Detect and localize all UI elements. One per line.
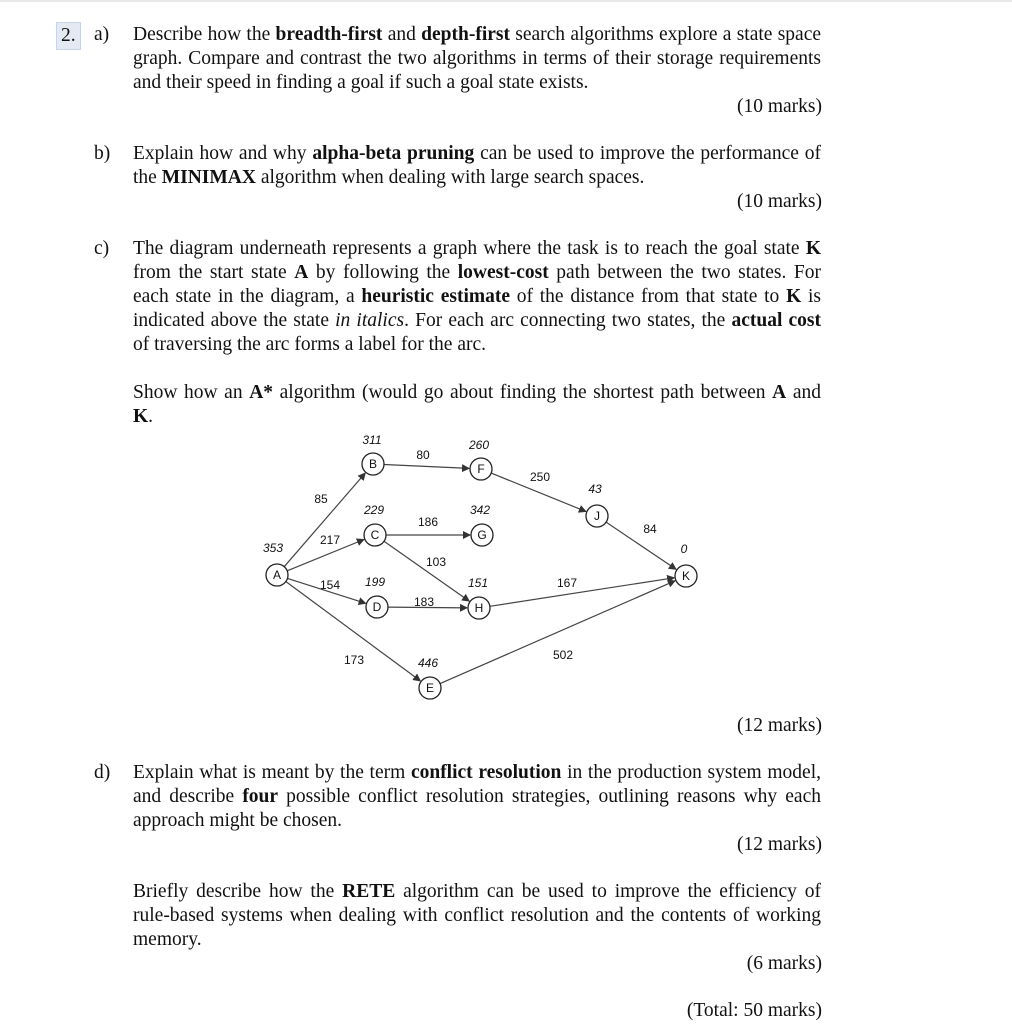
heuristic-B: 311 [362,433,382,447]
edge-cost-A-C: 217 [319,533,341,547]
edge-cost-H-K: 167 [556,576,578,590]
node-label-B: B [368,457,378,471]
part-c-text: The diagram underneath represents a graph where the task is to reach the goal state K from the start state A by following the lowest-cost path between the two states. For each state in the diagram, a heuristic estimate of the distance from that state to K is indicated above the state in italics. For each arc connecting two states, the actual cost of traversing the arc forms a label for the arc. [133,238,821,355]
part-a-text: Describe how the breadth-first and depth-first search algorithms explore a state space graph. Compare and contrast the two algorithms in terms of their storage requirements and their speed in finding a goal if such a goal state exists. [133,24,822,93]
heuristic-A: 353 [262,541,284,555]
edge-cost-A-B: 85 [314,492,328,506]
node-label-J: J [594,509,600,523]
node-label-F: F [477,462,485,476]
edge-cost-E-K: 502 [552,648,574,662]
node-label-A: A [272,568,282,582]
node-label-C: C [370,528,380,542]
edge-cost-B-F: 80 [416,448,430,462]
part-b-marks: (10 marks) [736,191,822,212]
node-label-H: H [474,601,484,615]
edge-cost-D-H: 183 [413,595,435,609]
edge-cost-A-E: 173 [343,653,365,667]
heuristic-J: 43 [588,482,602,496]
heuristic-C: 229 [363,503,385,517]
edge-C-H [384,541,469,601]
part-d-label: d) [94,762,111,783]
part-c-label: c) [94,238,110,259]
node-label-G: G [477,528,487,542]
edge-cost-J-K: 84 [643,522,657,536]
part-d-marks: (12 marks) [736,834,822,855]
part-c-question: Show how an A* algorithm (would go about finding the shortest path between A and K. [133,382,821,427]
rete-marks: (6 marks) [746,953,822,974]
edge-H-K [490,578,674,607]
part-b-text: Explain how and why alpha-beta pruning can be used to improve the performance of the MINIMAX algorithm when dealing with large search spaces. [133,143,821,188]
node-label-K: K [681,569,691,583]
edge-cost-C-H: 103 [425,555,447,569]
heuristic-G: 342 [469,503,491,517]
part-b-label: b) [94,143,111,164]
edge-cost-F-J: 250 [529,470,551,484]
edge-cost-C-G: 186 [417,515,439,529]
node-label-E: E [425,681,435,695]
edge-J-K [606,522,676,569]
part-c-marks: (12 marks) [736,715,822,736]
total-marks: (Total: 50 marks) [686,1000,822,1021]
heuristic-F: 260 [468,438,490,452]
rete-question-text: Briefly describe how the RETE algorithm can be used to improve the efficiency of rule-based systems when dealing with conflict resolution and the contents of working memory. [133,881,821,950]
part-d-text: Explain what is meant by the term conflict resolution in the production system model, and describe four possible conflict resolution strategies, outlining reasons why each approach might be chosen. [133,762,821,831]
part-a-label: a) [94,24,110,45]
edge-cost-A-D: 154 [319,578,341,592]
heuristic-D: 199 [364,575,386,589]
edge-B-F [384,465,469,469]
question-number: 2. [56,22,81,50]
heuristic-E: 446 [417,656,439,670]
part-a-marks: (10 marks) [736,96,822,117]
node-label-D: D [372,600,382,614]
edge-A-B [284,473,365,567]
heuristic-K: 0 [680,542,688,556]
heuristic-H: 151 [467,576,489,590]
